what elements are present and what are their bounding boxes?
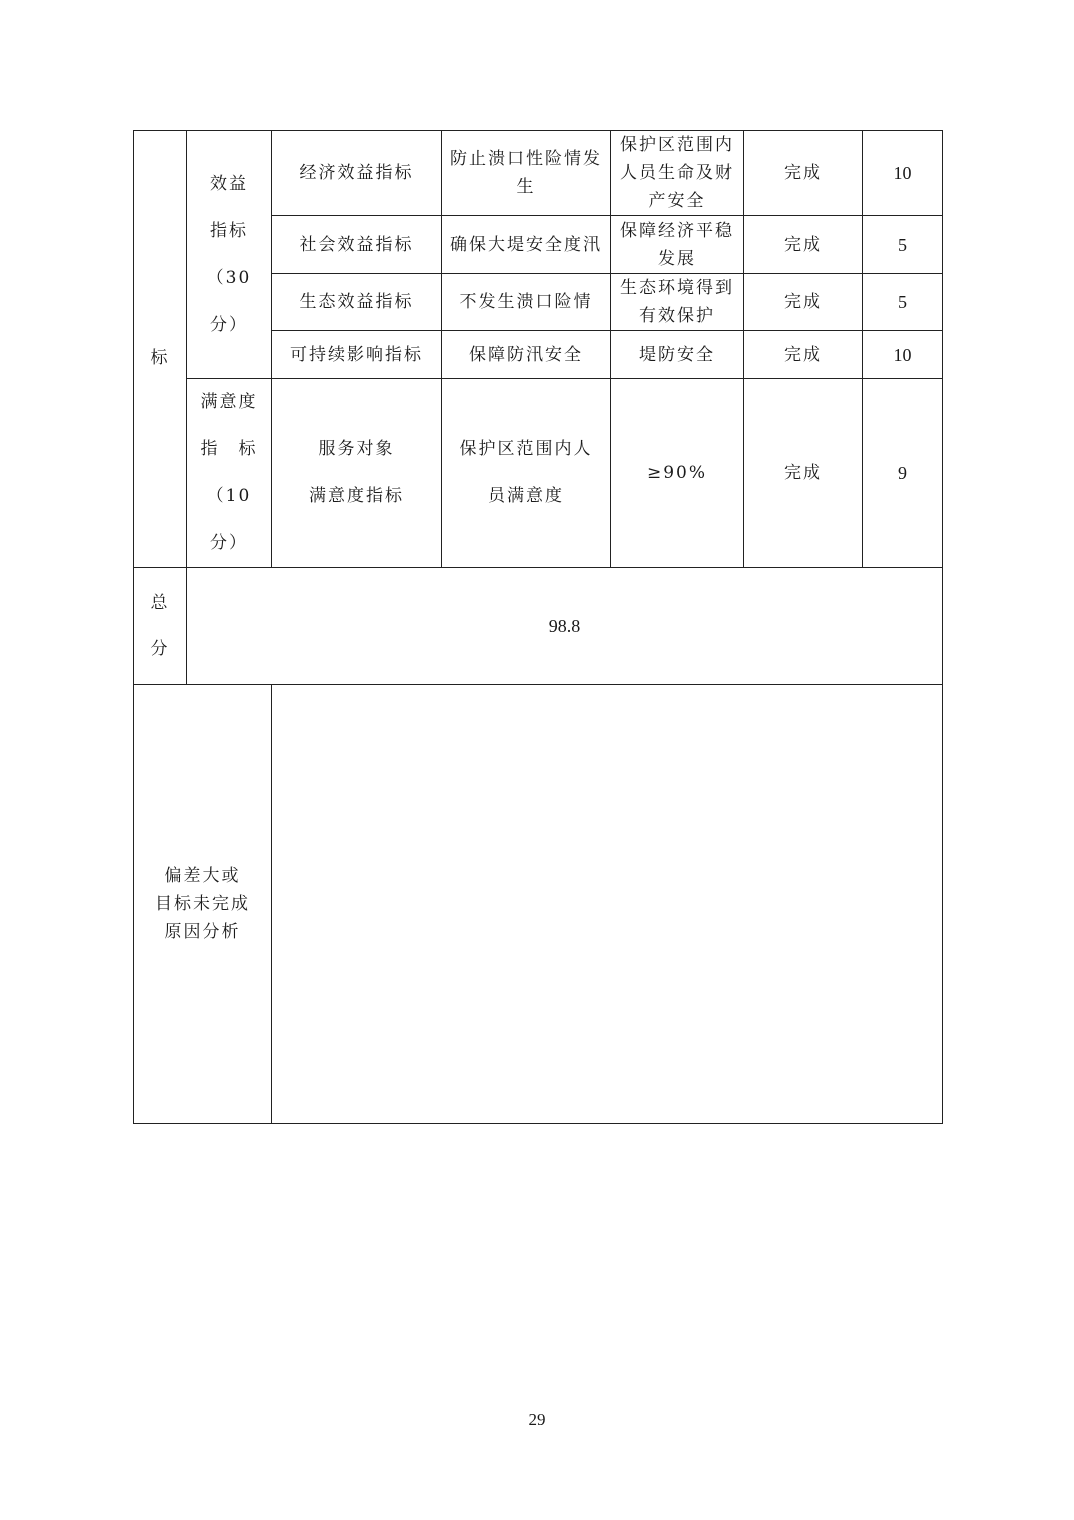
target-cell: ≥90% xyxy=(611,379,744,568)
status-cell: 完成 xyxy=(744,379,863,568)
total-label-line: 分 xyxy=(150,639,170,659)
status-cell: 完成 xyxy=(744,131,863,216)
benefit-indicator-group xyxy=(187,131,272,379)
deviation-label-line: 原因分析 xyxy=(164,922,241,942)
total-score: 98.8 xyxy=(187,568,943,685)
status-cell: 完成 xyxy=(744,216,863,274)
total-label-line: 总 xyxy=(150,593,170,613)
target-cell: 保障经济平稳发展 xyxy=(611,216,744,274)
score-cell: 5 xyxy=(863,274,943,331)
deviation-content xyxy=(272,685,943,1124)
page-number: 29 xyxy=(528,1410,546,1429)
group-label-line: 指 标 xyxy=(200,439,258,459)
score-cell: 9 xyxy=(863,379,943,568)
target-cell: 堤防安全 xyxy=(611,331,744,379)
target-cell: 生态环境得到有效保护 xyxy=(611,274,744,331)
cell-line: 保护区范围内人 xyxy=(459,439,593,459)
section-cut-label: 标 xyxy=(134,131,187,568)
group-label-line: （10分） xyxy=(206,486,252,553)
cell-line: 满意度指标 xyxy=(309,486,404,506)
content-cell: 确保大堤安全度汛 xyxy=(442,216,611,274)
indicator-cell: 可持续影响指标 xyxy=(272,331,442,379)
indicator-cell xyxy=(272,379,442,568)
cell-line: 服务对象 xyxy=(318,439,395,459)
cell-line: 员满意度 xyxy=(488,486,564,506)
group-label-line: 效益 xyxy=(210,173,248,194)
content-cell: 保障防汛安全 xyxy=(442,331,611,379)
score-cell: 10 xyxy=(863,131,943,216)
total-label xyxy=(134,568,187,685)
total-row xyxy=(134,568,943,685)
group-label-line: （30分） xyxy=(206,267,252,335)
indicator-cell: 经济效益指标 xyxy=(272,131,442,216)
satisfaction-indicator-group xyxy=(187,379,272,568)
performance-table xyxy=(133,130,943,1124)
content-cell: 不发生溃口险情 xyxy=(442,274,611,331)
content-cell xyxy=(442,379,611,568)
status-cell: 完成 xyxy=(744,274,863,331)
target-cell: 保护区范围内人员生命及财产安全 xyxy=(611,131,744,216)
deviation-label-line: 偏差大或 xyxy=(164,866,241,886)
indicator-cell: 社会效益指标 xyxy=(272,216,442,274)
status-cell: 完成 xyxy=(744,331,863,379)
score-cell: 10 xyxy=(863,331,943,379)
content-cell: 防止溃口性险情发生 xyxy=(442,131,611,216)
indicator-cell: 生态效益指标 xyxy=(272,274,442,331)
score-cell: 5 xyxy=(863,216,943,274)
deviation-label xyxy=(134,685,272,1124)
table-row xyxy=(134,379,943,568)
group-label-line: 指标 xyxy=(210,220,248,241)
deviation-label-line: 目标未完成 xyxy=(155,894,250,914)
table-row xyxy=(134,131,943,216)
deviation-row xyxy=(134,685,943,1124)
group-label-line: 满意度 xyxy=(200,392,258,412)
